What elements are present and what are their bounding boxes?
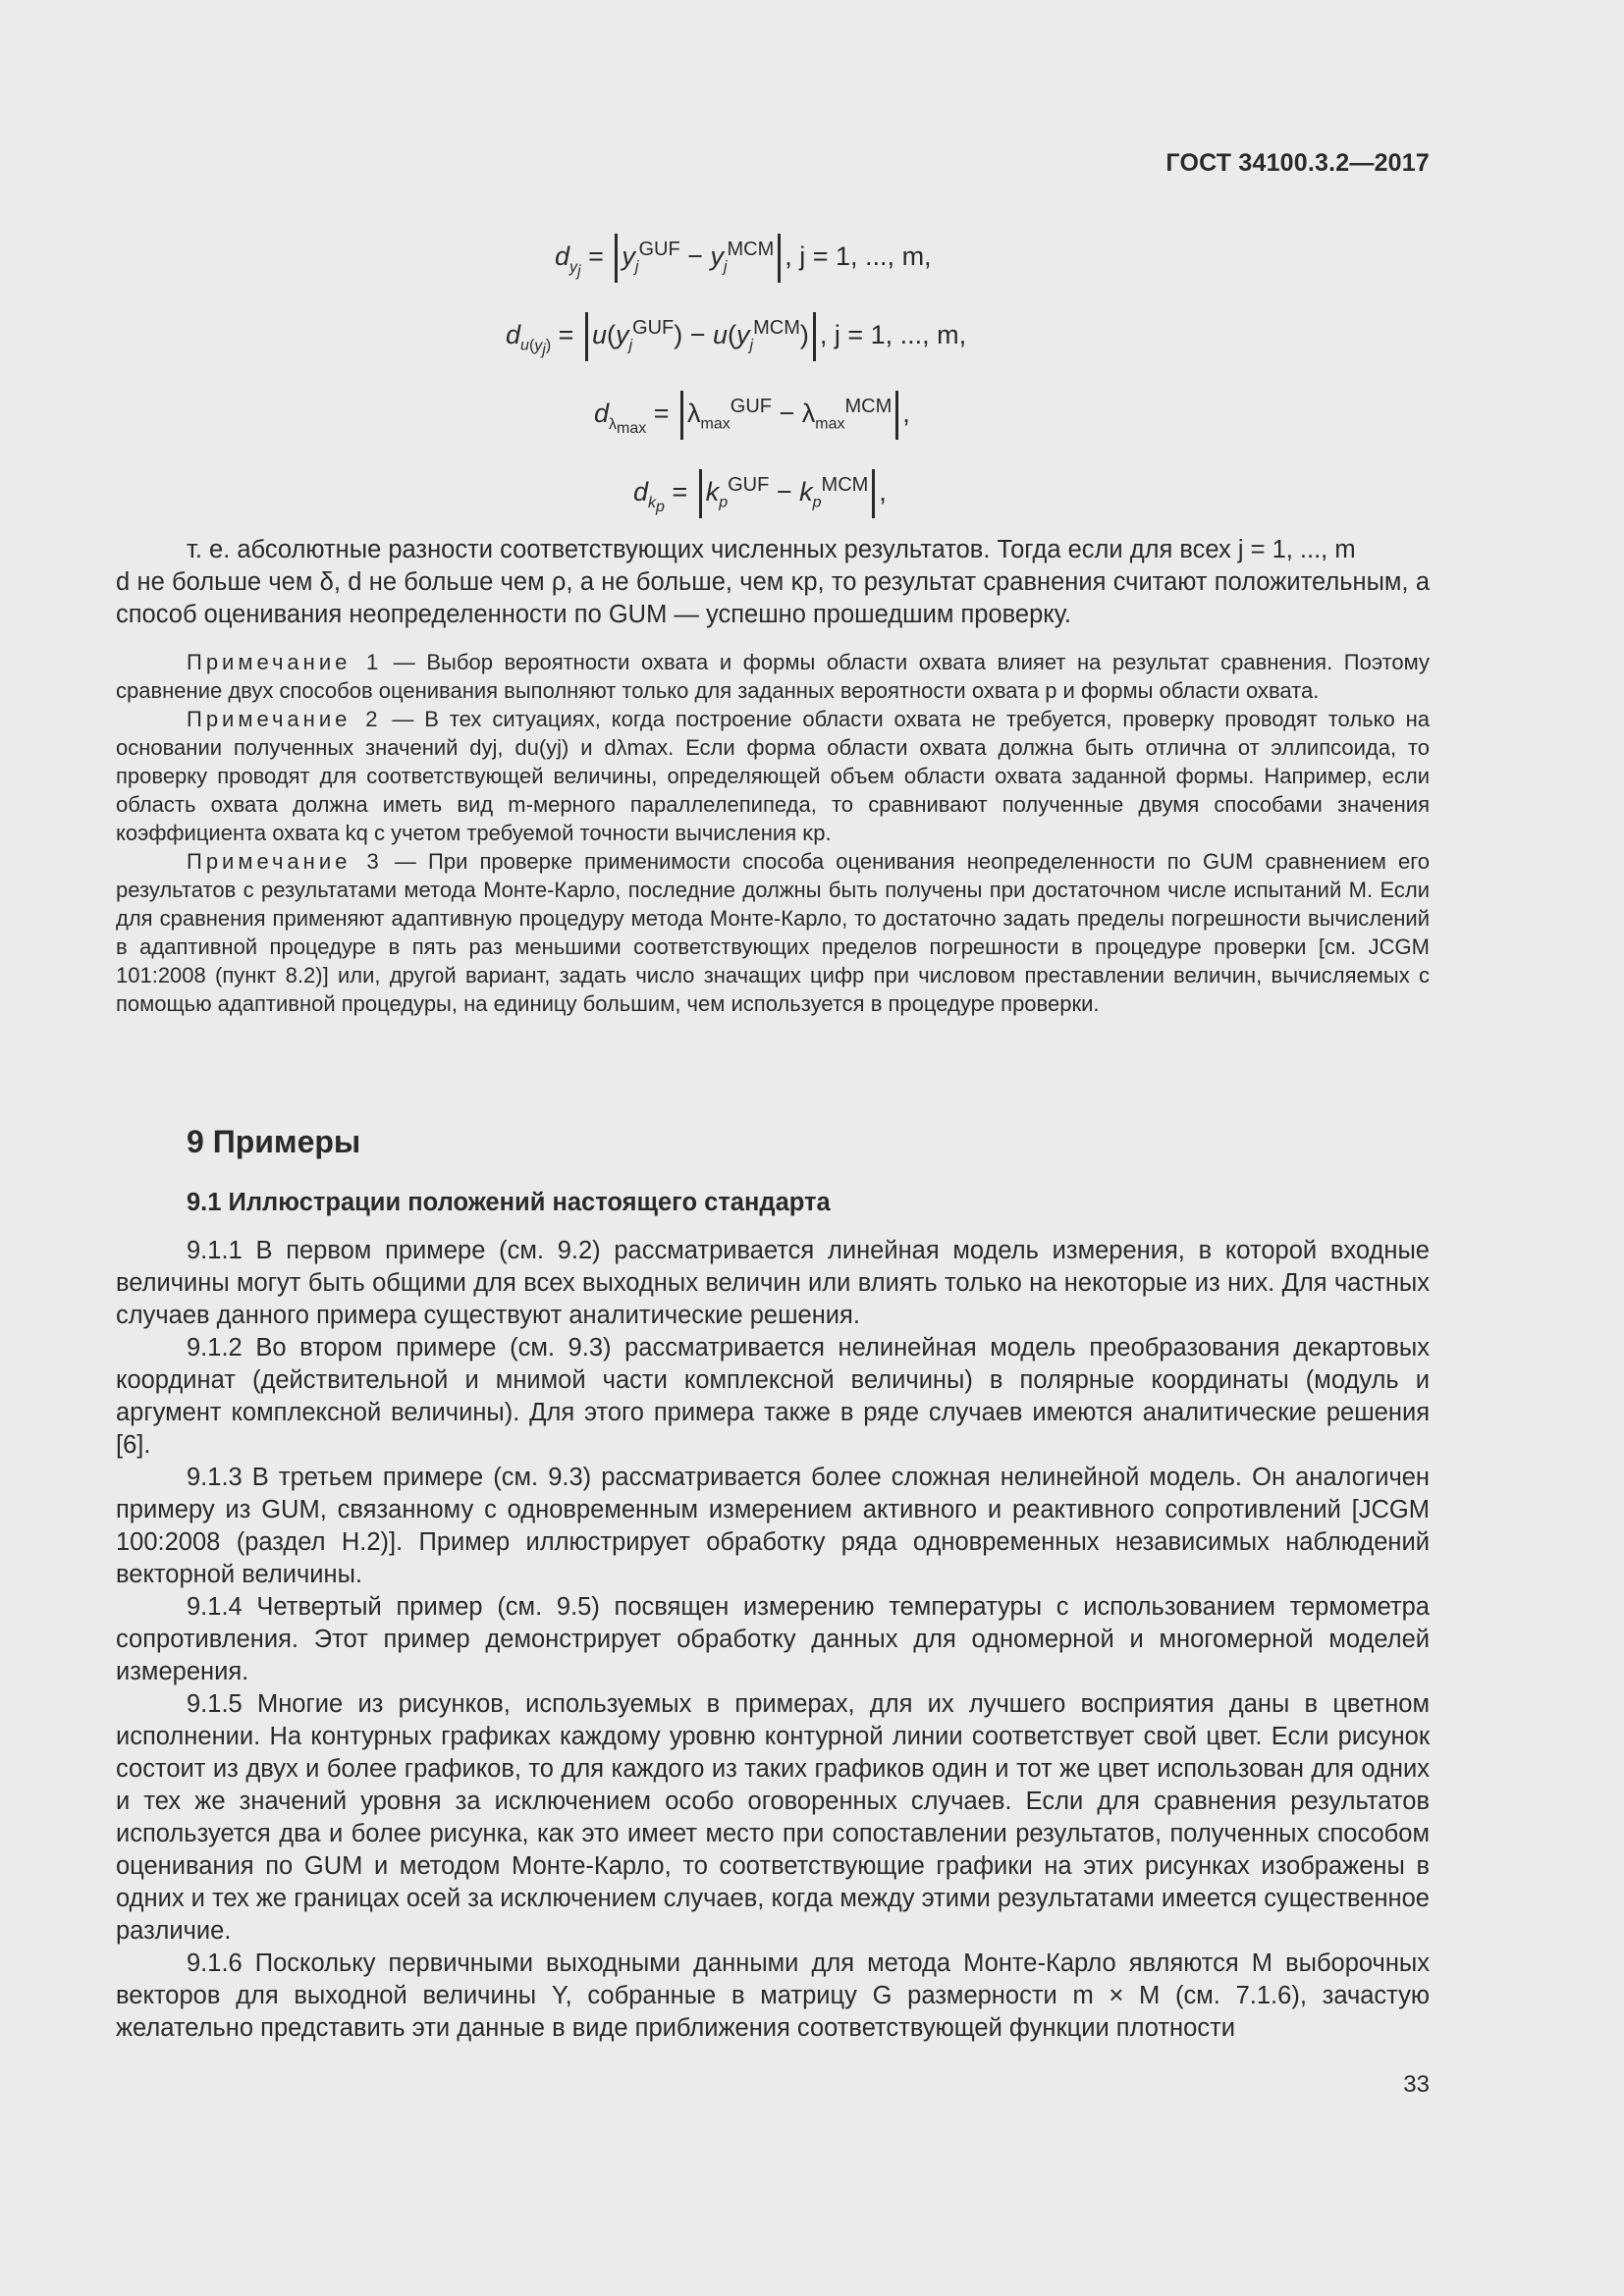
- note-1: Примечание 1 — Выбор вероятности охвата и формы области охвата влияет на результат сравнения. Поэтому сравнение двух способов оценивания выполняют только для заданных вероятности охвата p и формы области охвата.: [116, 650, 1431, 703]
- notes-block: [116, 648, 1430, 1018]
- section-body: [116, 1235, 1430, 2045]
- note-3: Примечание 3 — При проверке применимости способа оценивания неопределенности по GUM сравнением его результатов с результатами метода Монте-Карло, последние должны быть получены при достаточном числе испытаний M. Если для сравнения применяют адаптивную процедуру метода Монте-Карло, то достаточно задать пределы погрешности вычислений в адаптивной процедуре в пять раз меньшими соответствующих пределов погрешности в процедуре проверки [см. JCGM 101:2008 (пункт 8.2)] или, другой вариант, задать число значащих цифр при числовом преставлении величин, вычисляемых с помощью адаптивной процедуры, на единицу большим, чем используется в процедуре проверки.: [116, 849, 1431, 1016]
- intro-text: [116, 534, 1430, 631]
- note-2: Примечание 2 — В тех ситуациях, когда построение области охвата не требуется, проверку проводят только на основании полученных значений dyj, du(yj) и dλmax. Если форма области охвата должна быть отлична от эллипсоида, то проверку проводят для соответствующей величины, определяющей объем области охвата заданной формы. Например, если область охвата должна иметь вид m-мерного параллелепипеда, то сравнивают полученные двумя способами значения коэффициента охвата kq с учетом требуемой точности вычисления κp.: [116, 707, 1430, 845]
- paragraph-9-1-3: 9.1.3 В третьем примере (см. 9.3) рассматривается более сложная нелинейной модель. Он аналогичен примеру из GUM, связанному с одновременным измерением активного и реактивного сопротивлений [JCGM 100:2008 (раздел Н.2)]. Пример иллюстрирует обработку ряда одновременных независимых наблюдений векторной величины.: [116, 1464, 1430, 1588]
- subsection-title: 9.1 Иллюстрации положений настоящего стандарта: [187, 1189, 831, 1216]
- paragraph-9-1-2: 9.1.2 Во втором примере (см. 9.3) рассматривается нелинейная модель преобразования декартовых координат (действительной и мнимой части комплексной величины) в полярные координаты (модуль и аргумент комплексной величины). Для этого примера также в ряде случаев имеются аналитические решения [6].: [116, 1334, 1430, 1459]
- formula-d-u-yj: $d_{u(y_j)} = u(y_j^{GUF}) - u(y_j^{MCM})$ , j = 1, ..., m,: [506, 312, 966, 361]
- section-title: 9 Примеры: [187, 1124, 361, 1159]
- intro-line2: d не больше чем δ, d не больше чем ρ, а не больше, чем κp, то результат сравнения считают положительным, а способ оценивания неопределенности по GUM — успешно прошедшим проверку.: [116, 568, 1430, 628]
- document-header: ГОСТ 34100.3.2—2017: [1165, 149, 1430, 177]
- formula-d-yj: $d_{y_j} = y_j^{GUF} - y_j^{MCM}$ , j = 1, ..., m,: [555, 234, 932, 283]
- paragraph-9-1-6: 9.1.6 Поскольку первичными выходными данными для метода Монте-Карло являются M выборочных векторов для выходной величины Y, собранные в матрицу G размерности m × M (см. 7.1.6), зачастую желательно представить эти данные в виде приближения соответствующей функции плотности: [116, 1949, 1430, 2042]
- page-number: 33: [1403, 2071, 1430, 2098]
- formula-d-kp: $d_{k_p} = k_p^{GUF} - k_p^{MCM}$ ,: [633, 469, 887, 518]
- paragraph-9-1-1: 9.1.1 В первом примере (см. 9.2) рассматривается линейная модель измерения, в которой входные величины могут быть общими для всех выходных величин или влиять только на некоторые из них. Для частных случаев данного примера существуют аналитические решения.: [116, 1237, 1430, 1329]
- intro-line1: т. е. абсолютные разности соответствующих численных результатов. Тогда если для всех j = 1, ..., m: [187, 536, 1356, 563]
- formula-d-lambda: $d_{\lambda_{max}} = \lambda_{max}^{GUF} - \lambda_{max}^{MCM}$ ,: [594, 391, 910, 440]
- paragraph-9-1-5: 9.1.5 Многие из рисунков, используемых в примерах, для их лучшего восприятия даны в цветном исполнении. На контурных графиках каждому уровню контурной линии соответствует свой цвет. Если рисунок состоит из двух и более графиков, то для каждого из таких графиков один и тот же цвет использован для одних и тех же значений уровня за исключением особо оговоренных случаев. Если для сравнения результатов используется два и более рисунка, как это имеет место при сопоставлении результатов, полученных способом оценивания по GUM и методом Монте-Карло, то соответствующие графики на этих рисунках изображены в одних и тех же границах осей за исключением случаев, когда между этими результатами имеется существенное различие.: [116, 1690, 1430, 1945]
- paragraph-9-1-4: 9.1.4 Четвертый пример (см. 9.5) посвящен измерению температуры с использованием термометра сопротивления. Этот пример демонстрирует обработку данных для одномерной и многомерной моделей измерения.: [116, 1593, 1430, 1685]
